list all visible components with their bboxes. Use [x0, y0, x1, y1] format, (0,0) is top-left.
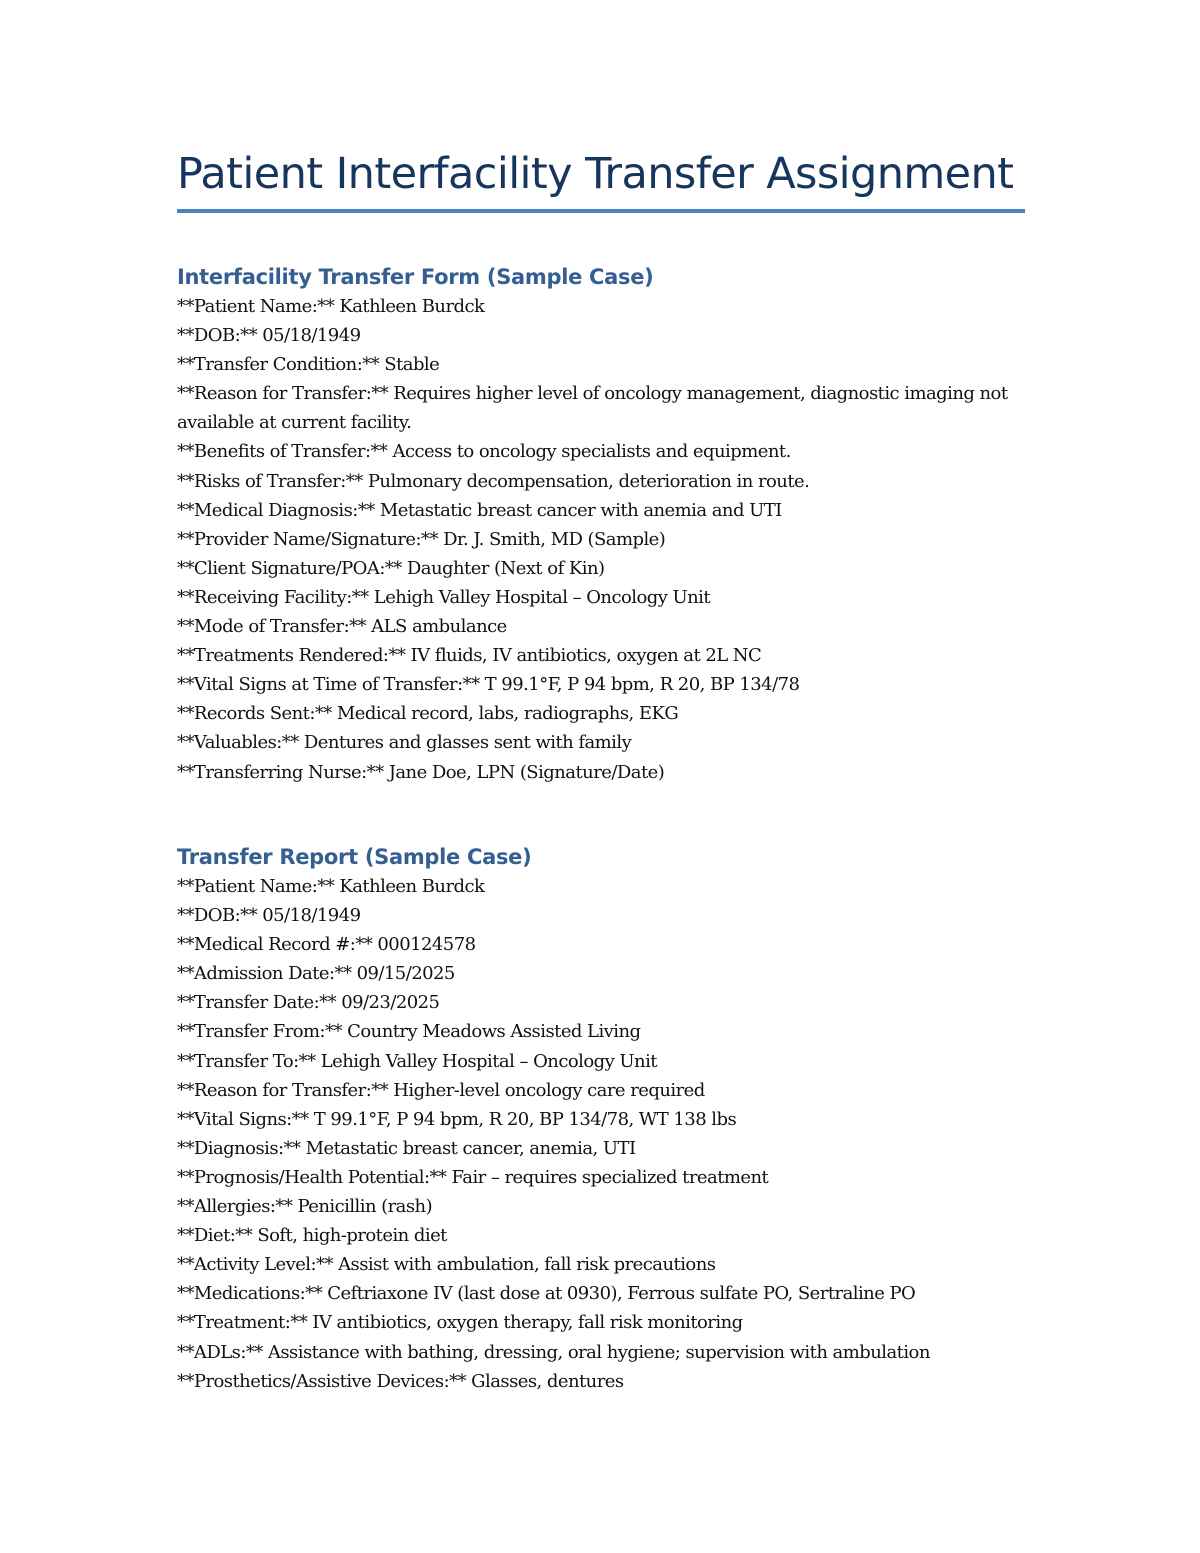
field-line: **Medical Record #:** 000124578 [177, 934, 476, 956]
field-line: **Activity Level:** Assist with ambulation, fall risk precautions [177, 1254, 716, 1276]
field-line: **Diagnosis:** Metastatic breast cancer, anemia, UTI [177, 1137, 636, 1159]
field-line: **Medications:** Ceftriaxone IV (last dose at 0930), Ferrous sulfate PO, Sertraline PO [177, 1283, 916, 1305]
field-line: **Receiving Facility:** Lehigh Valley Hospital – Oncology Unit [177, 586, 711, 608]
field-line: **Medical Diagnosis:** Metastatic breast cancer with anemia and UTI [177, 499, 782, 521]
field-line: **Risks of Transfer:** Pulmonary decompensation, deterioration in route. [177, 470, 810, 492]
field-line: **DOB:** 05/18/1949 [177, 325, 361, 347]
field-line: **Patient Name:** Kathleen Burdck [177, 876, 485, 897]
field-list [177, 292, 1027, 787]
field-line: **Valuables:** Dentures and glasses sent with family [177, 732, 632, 754]
field-line: **Transfer Date:** 09/23/2025 [177, 992, 440, 1014]
field-line: **Client Signature/POA:** Daughter (Next of Kin) [177, 557, 605, 579]
field-line: **Vital Signs:** T 99.1°F, P 94 bpm, R 20, BP 134/78, WT 138 lbs [177, 1108, 737, 1130]
section-heading: Interfacility Transfer Form (Sample Case) [177, 265, 654, 289]
field-line: **Vital Signs at Time of Transfer:** T 99.1°F, P 94 bpm, R 20, BP 134/78 [177, 674, 800, 696]
field-line: **Benefits of Transfer:** Access to oncology specialists and equipment. [177, 441, 791, 463]
field-list [177, 872, 1027, 1396]
field-line: **Treatments Rendered:** IV fluids, IV antibiotics, oxygen at 2L NC [177, 645, 762, 667]
field-line: **Admission Date:** 09/15/2025 [177, 963, 455, 985]
section-heading: Transfer Report (Sample Case) [177, 845, 532, 869]
field-line: **Reason for Transfer:** Higher-level oncology care required [177, 1079, 705, 1101]
document-title: Patient Interfacility Transfer Assignment [177, 149, 1014, 199]
title-underline-rule [177, 209, 1025, 213]
field-line: **ADLs:** Assistance with bathing, dressing, oral hygiene; supervision with ambulation [177, 1341, 930, 1363]
field-line: **Mode of Transfer:** ALS ambulance [177, 616, 507, 638]
field-line: **Transfer To:** Lehigh Valley Hospital – Oncology Unit [177, 1050, 657, 1072]
transfer-form-section [177, 262, 1027, 787]
field-line: **Allergies:** Penicillin (rash) [177, 1196, 433, 1218]
field-line: **DOB:** 05/18/1949 [177, 905, 361, 927]
field-line: **Patient Name:** Kathleen Burdck [177, 296, 485, 317]
field-line: **Reason for Transfer:** Requires higher level of oncology management, diagnostic imaging not available at current facility. [177, 383, 1008, 434]
transfer-report-section [177, 842, 1027, 1396]
field-line: **Transferring Nurse:** Jane Doe, LPN (Signature/Date) [177, 761, 665, 783]
field-line: **Prognosis/Health Potential:** Fair – requires specialized treatment [177, 1166, 769, 1188]
field-line: **Transfer Condition:** Stable [177, 354, 440, 376]
field-line: **Prosthetics/Assistive Devices:** Glasses, dentures [177, 1370, 624, 1392]
field-line: **Diet:** Soft, high-protein diet [177, 1225, 447, 1247]
field-line: **Provider Name/Signature:** Dr. J. Smith, MD (Sample) [177, 528, 666, 550]
field-line: **Transfer From:** Country Meadows Assisted Living [177, 1021, 641, 1043]
field-line: **Records Sent:** Medical record, labs, radiographs, EKG [177, 703, 679, 725]
field-line: **Treatment:** IV antibiotics, oxygen therapy, fall risk monitoring [177, 1312, 743, 1334]
